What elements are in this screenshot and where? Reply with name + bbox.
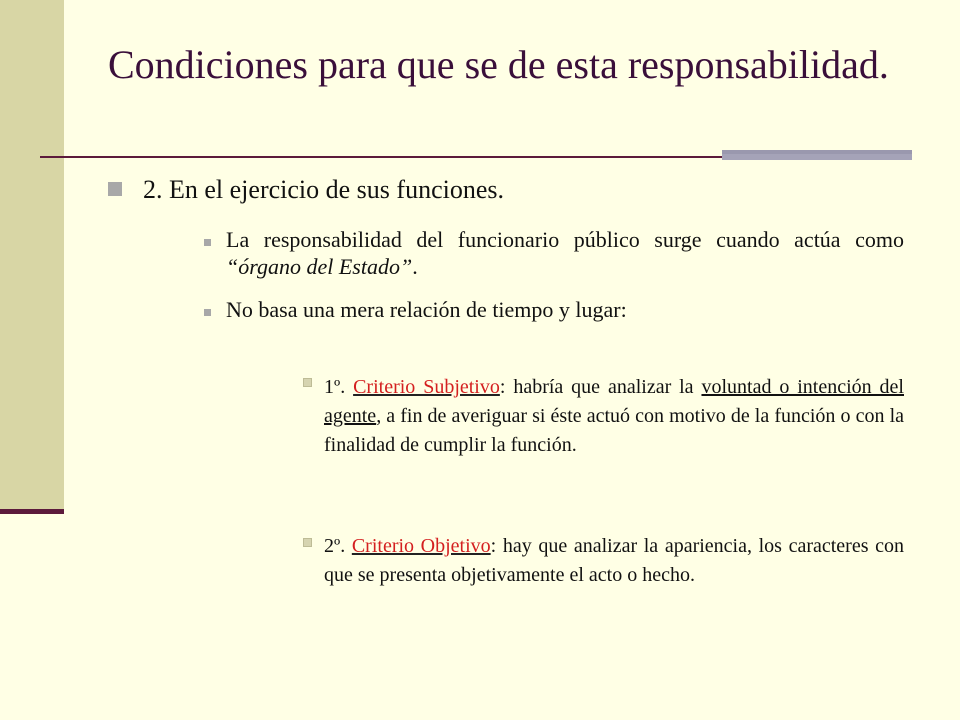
sub-point-1 xyxy=(226,226,904,280)
square-bullet-icon xyxy=(303,378,312,387)
criterion-2-name: Criterio Objetivo xyxy=(351,535,491,557)
square-bullet-icon xyxy=(303,538,312,547)
square-bullet-icon xyxy=(204,309,211,316)
square-bullet-icon xyxy=(108,182,122,196)
criterion-1-text: : habría que analizar la xyxy=(499,376,702,398)
criterion-2-number: 2º. xyxy=(324,535,352,557)
side-band xyxy=(0,0,64,512)
slide-title: Condiciones para que se de esta responsabilidad. xyxy=(108,42,889,87)
criterion-1 xyxy=(324,373,904,460)
criterion-1-name: Criterio Subjetivo xyxy=(353,376,500,398)
sub-point-2: No basa una mera relación de tiempo y lugar: xyxy=(226,297,627,322)
criterion-1-number: 1º. xyxy=(324,376,354,398)
sub-point-1-text: La responsabilidad del funcionario público surge cuando actúa como xyxy=(226,227,904,252)
sub-point-1-italic: “órgano del Estado” xyxy=(226,254,413,279)
side-band-rule xyxy=(0,509,64,514)
sub-point-1-end: . xyxy=(412,254,418,279)
criterion-1-rest: , a fin de averiguar si éste actuó con motivo de la función o con la finalidad de cumplir la función. xyxy=(324,405,904,456)
square-bullet-icon xyxy=(204,239,211,246)
main-point: 2. En el ejercicio de sus funciones. xyxy=(143,175,504,204)
criterion-2 xyxy=(324,532,904,590)
criterion-2-text: : hay que analizar la apariencia, los caracteres con que se presenta objetivamente el acto o hecho. xyxy=(324,535,904,586)
title-divider-accent-top xyxy=(722,150,912,154)
criterion-1-underlined: voluntad o intención del agente xyxy=(324,376,904,427)
